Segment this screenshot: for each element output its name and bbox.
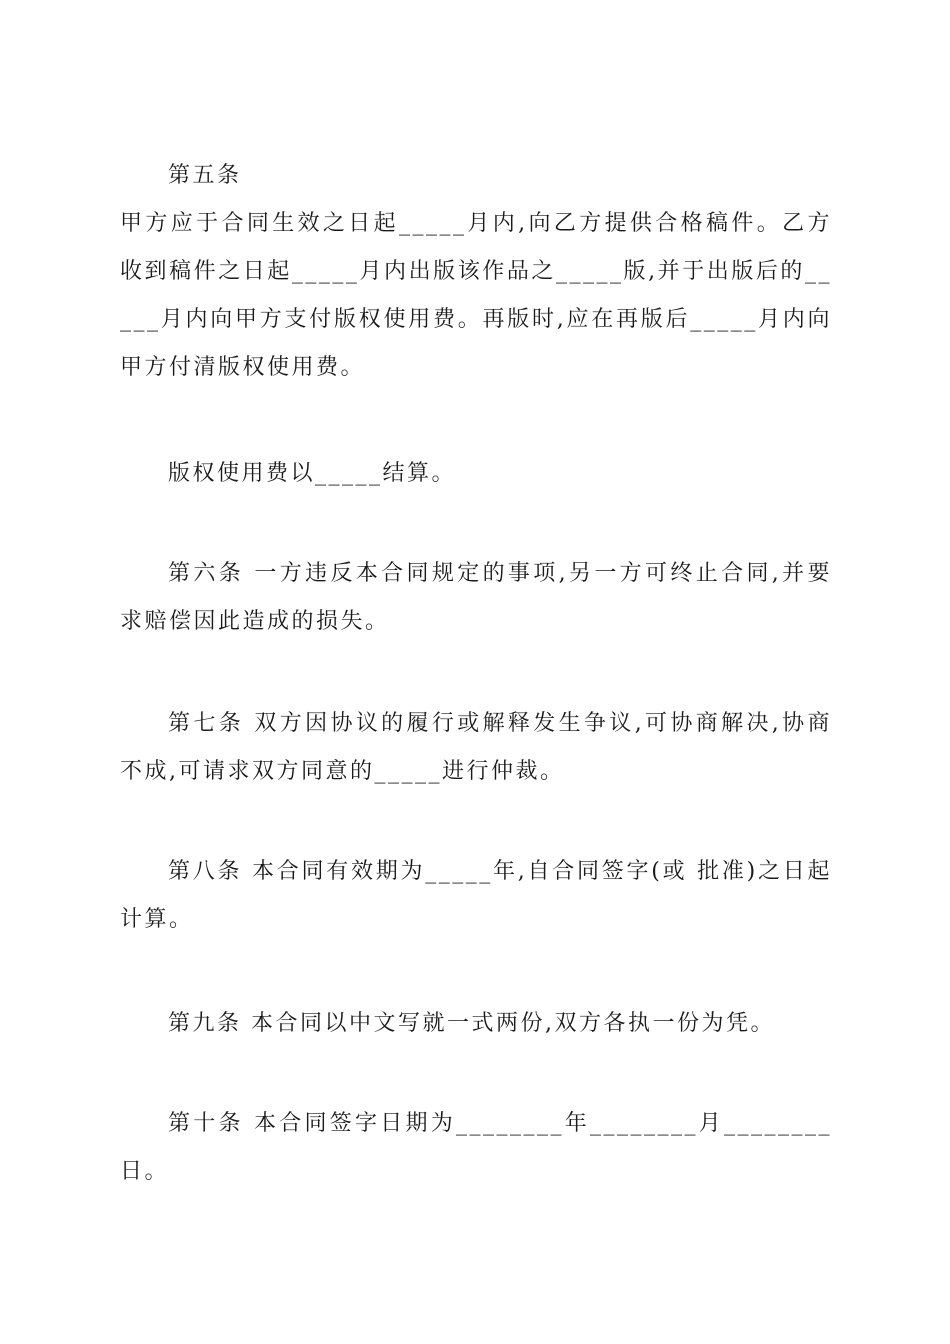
- article-8-paragraph: 第八条 本合同有效期为_____年,自合同签字(或 批准)之日起计算。: [120, 859, 832, 932]
- article-6-paragraph: 第六条 一方违反本合同规定的事项,另一方可终止合同,并要求赔偿因此造成的损失。: [120, 561, 832, 634]
- fee-settlement-paragraph: 版权使用费以_____结算。: [168, 461, 457, 486]
- article-5-title: 第五条: [168, 163, 242, 188]
- article-7-paragraph: 第七条 双方因协议的履行或解释发生争议,可协商解决,协商不成,可请求双方同意的_____进行仲裁。: [120, 711, 832, 784]
- article-10-paragraph: 第十条 本合同签字日期为________年________月________日。: [120, 1111, 832, 1184]
- article-9-paragraph: 第九条 本合同以中文写就一式两份,双方各执一份为凭。: [168, 1011, 775, 1036]
- article-5-body: 甲方应于合同生效之日起_____月内,向乙方提供合格稿件。乙方收到稿件之日起_____月内出版该作品之_____版,并于出版后的_____月内向甲方支付版权使用费。再版时,应在再版后_____月内向甲方付清版权使用费。: [120, 211, 832, 380]
